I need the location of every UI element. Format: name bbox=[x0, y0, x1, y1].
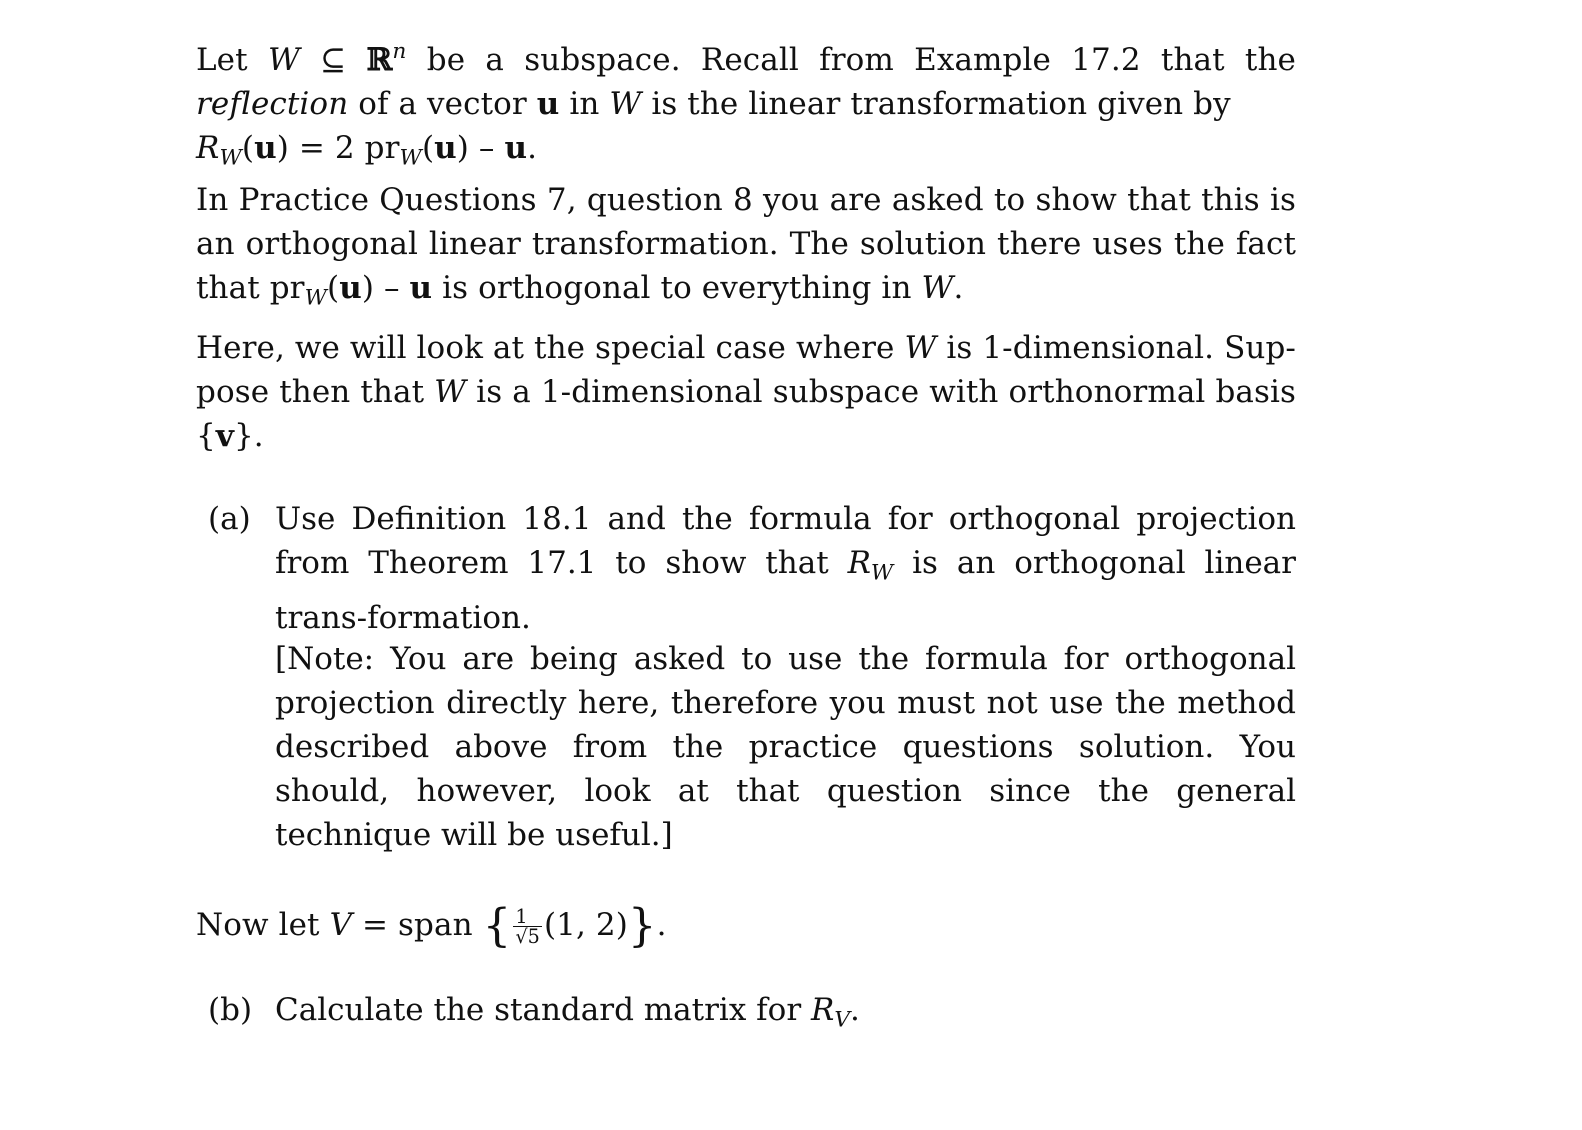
now-let-paragraph bbox=[196, 898, 1296, 952]
text: ( bbox=[327, 270, 340, 306]
text: = span bbox=[352, 907, 483, 943]
text: . bbox=[953, 270, 964, 306]
part-a-body bbox=[275, 497, 1296, 640]
subset-symbol: ⊆ bbox=[299, 41, 367, 78]
fraction-denominator: √5 bbox=[515, 925, 540, 948]
math-R: R bbox=[196, 129, 220, 166]
term-reflection: reflection bbox=[196, 85, 349, 122]
text: . bbox=[656, 907, 667, 943]
part-b-body bbox=[275, 988, 1296, 1043]
text: of a vector bbox=[348, 85, 537, 122]
text: . bbox=[850, 992, 860, 1028]
vector-u: u bbox=[339, 270, 362, 306]
math-W: W bbox=[434, 374, 467, 410]
vector-u: u bbox=[504, 129, 528, 166]
text: ) – bbox=[361, 270, 410, 306]
vector-v: v bbox=[215, 418, 234, 454]
intro-paragraph bbox=[196, 30, 1296, 180]
part-a bbox=[208, 497, 1296, 640]
text: ( bbox=[421, 129, 435, 166]
note-paragraph: [Note: You are being asked to use the formula for orthogonal projection directly here, therefore you must not use the method described above from the practice questions solution. You should, however, look at that question since the general technique will be useful.] bbox=[275, 641, 1296, 853]
text: ( bbox=[241, 129, 255, 166]
special-case-paragraph bbox=[196, 326, 1296, 458]
text: }. bbox=[233, 418, 264, 454]
math-sub-W: W bbox=[304, 285, 327, 311]
math-W: W bbox=[267, 41, 300, 78]
text: is an orthogonal linear trans-formation. bbox=[275, 545, 1296, 636]
math-W: W bbox=[609, 85, 642, 122]
text: (1, 2) bbox=[543, 907, 628, 943]
vector-u: u bbox=[536, 85, 560, 122]
text: is 1-dimensional. Sup-pose then that bbox=[196, 330, 1297, 410]
part-b bbox=[208, 988, 1296, 1043]
text: Here, we will look at the special case where bbox=[196, 330, 905, 366]
math-R: R bbox=[811, 992, 835, 1028]
math-sub-W: W bbox=[219, 145, 242, 171]
text: Let bbox=[196, 41, 268, 78]
text: is a 1-dimensional subspace with orthonormal basis { bbox=[196, 374, 1297, 454]
text: is orthogonal to everything in bbox=[432, 270, 922, 306]
math-sub-V: V bbox=[834, 1007, 851, 1033]
part-a-label: (a) bbox=[208, 501, 251, 537]
brace-open: { bbox=[482, 898, 512, 952]
part-b-label: (b) bbox=[208, 992, 253, 1028]
text: Calculate the standard matrix for bbox=[275, 992, 811, 1028]
math-n: n bbox=[392, 39, 407, 64]
text: ) – bbox=[456, 129, 505, 166]
vector-u: u bbox=[254, 129, 277, 166]
text: In Practice Questions 7, question 8 you are asked to show that this is an orthogonal linear transformation. The solution there uses the fact that pr bbox=[196, 182, 1296, 306]
brace-close: } bbox=[627, 898, 657, 952]
fraction-numerator: 1 bbox=[513, 907, 542, 927]
math-R: R bbox=[847, 545, 871, 581]
text: is the linear transformation given by bbox=[641, 85, 1231, 122]
math-sub-W: W bbox=[870, 560, 894, 586]
math-R: ℝ bbox=[366, 41, 393, 78]
fraction bbox=[513, 904, 542, 948]
text: . bbox=[527, 129, 538, 166]
practice-paragraph bbox=[196, 178, 1296, 321]
text: in bbox=[559, 85, 610, 122]
text: ) = 2 pr bbox=[276, 129, 400, 166]
math-W: W bbox=[921, 270, 954, 306]
math-sub-W: W bbox=[399, 145, 422, 171]
text: be a subspace. Recall from Example 17.2 that the bbox=[406, 41, 1296, 78]
vector-u: u bbox=[409, 270, 433, 306]
text: Use Definition 18.1 and the formula for orthogonal projection from Theorem 17.1 to show that bbox=[275, 501, 1296, 581]
vector-u: u bbox=[434, 129, 457, 166]
math-W: W bbox=[904, 330, 937, 366]
text: Now let bbox=[196, 907, 330, 943]
math-V: V bbox=[329, 907, 353, 943]
